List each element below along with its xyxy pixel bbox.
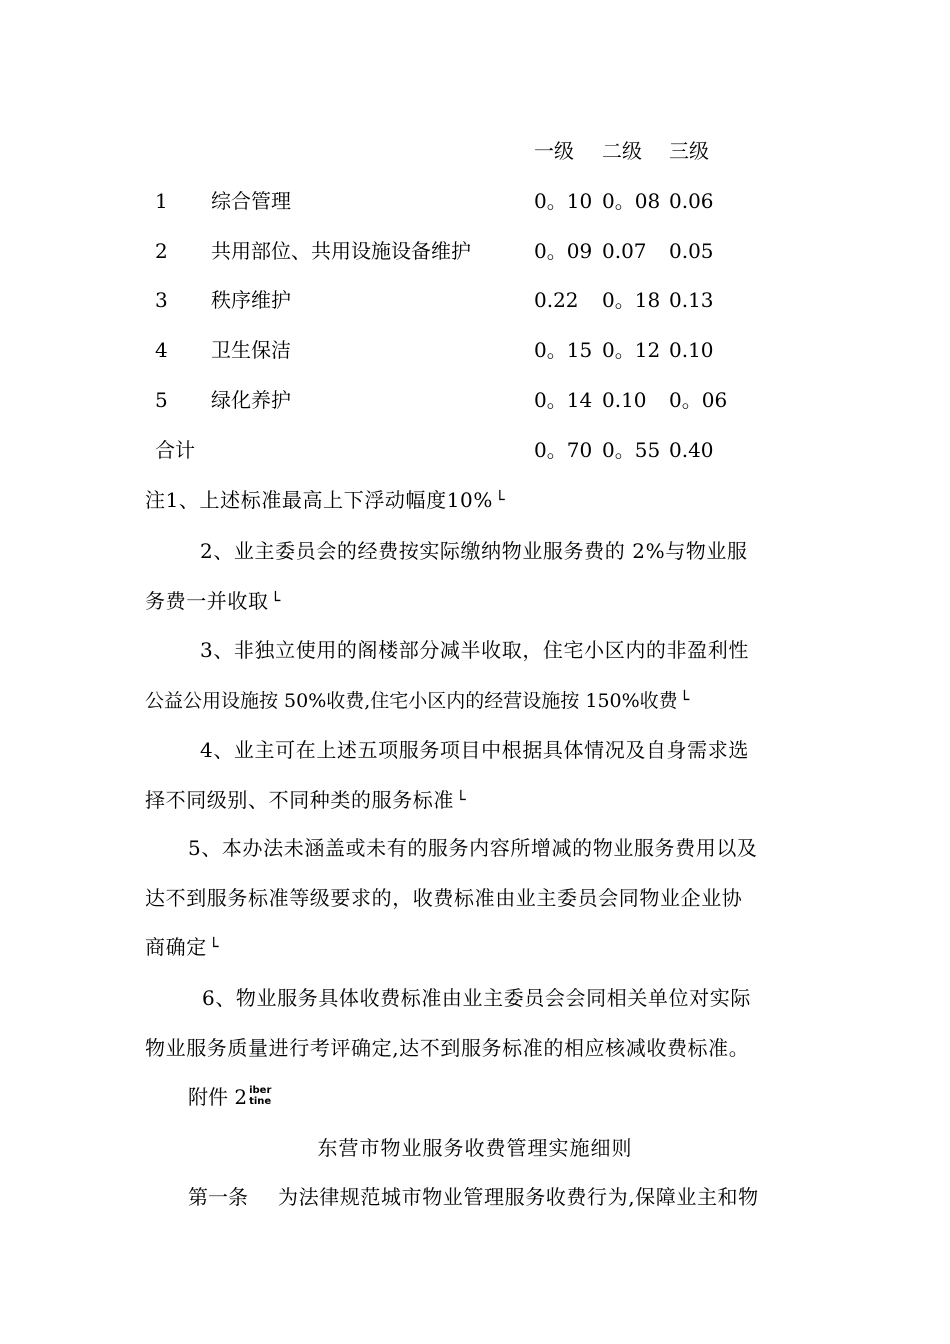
row-1-item: 综合管理 <box>211 189 291 213</box>
note-5-line-3 <box>145 935 219 959</box>
article-1-label: 第一条 <box>188 1185 248 1209</box>
attachment-label-text: 附件 2 <box>188 1085 248 1109</box>
note-4-line-1: 4、业主可在上述五项服务项目中根据具体情况及自身需求选 <box>200 738 749 762</box>
row-2-level-1: 0。09 <box>534 239 593 263</box>
row-1-level-2: 0。08 <box>602 189 661 213</box>
note-2-line-2 <box>145 589 281 613</box>
row-2-level-3: 0.05 <box>669 239 714 263</box>
note-3-line-2-text: 公益公用设施按 50%收费,住宅小区内的经营设施按 150%收费 <box>145 690 678 712</box>
note-3-line-2 <box>145 688 689 713</box>
note-4-line-2-text: 择不同级别、不同种类的服务标准 <box>145 788 454 812</box>
row-1-number: 1 <box>155 189 168 213</box>
row-4-level-1: 0。15 <box>534 338 593 362</box>
line-end-mark-icon: └ <box>679 690 690 709</box>
row-3-number: 3 <box>155 288 168 312</box>
total-level-2: 0。55 <box>602 438 661 462</box>
attachment-label <box>188 1085 271 1110</box>
note-5-line-3-text: 商确定 <box>145 935 207 959</box>
row-5-number: 5 <box>155 388 168 412</box>
total-level-1: 0。70 <box>534 438 593 462</box>
note-2-line-2-text: 务费一并收取 <box>145 589 269 613</box>
row-4-level-3: 0.10 <box>669 338 714 362</box>
header-level-2: 二级 <box>602 139 642 163</box>
note-5-line-2: 达不到服务标准等级要求的，收费标准由业主委员会同物业企业协 <box>145 886 743 910</box>
note-3-line-1: 3、非独立使用的阁楼部分减半收取，住宅小区内的非盈利性 <box>200 638 749 662</box>
note-4-line-2 <box>145 788 466 812</box>
total-level-3: 0.40 <box>669 438 714 462</box>
row-5-level-2: 0.10 <box>602 388 647 412</box>
row-4-item: 卫生保洁 <box>211 338 291 362</box>
row-4-number: 4 <box>155 338 168 362</box>
row-5-item: 绿化养护 <box>211 388 291 412</box>
stamp-line-2: tine <box>249 1096 272 1107</box>
line-end-mark-icon: └ <box>208 937 220 956</box>
note-2-line-1: 2、业主委员会的经费按实际缴纳物业服务费的 2%与物业服 <box>200 539 748 563</box>
document-title: 东营市物业服务收费管理实施细则 <box>317 1136 633 1160</box>
line-end-mark-icon: └ <box>494 490 506 509</box>
row-3-item: 秩序维护 <box>211 288 291 312</box>
line-end-mark-icon: └ <box>270 591 281 610</box>
row-2-number: 2 <box>155 239 168 263</box>
stamp-line-1: iber <box>249 1085 272 1096</box>
stamp-icon <box>247 1086 271 1110</box>
note-1 <box>145 488 505 512</box>
line-end-mark-icon: └ <box>456 790 467 809</box>
row-3-level-2: 0。18 <box>602 288 661 312</box>
row-1-level-1: 0。10 <box>534 189 593 213</box>
row-1-level-3: 0.06 <box>669 189 714 213</box>
note-5-line-1: 5、本办法未涵盖或未有的服务内容所增减的物业服务费用以及 <box>188 836 758 860</box>
row-2-item: 共用部位、共用设施设备维护 <box>211 239 471 263</box>
row-5-level-3: 0。06 <box>669 388 728 412</box>
total-label: 合计 <box>155 438 195 462</box>
article-1-text: 为法律规范城市物业管理服务收费行为,保障业主和物 <box>278 1185 759 1209</box>
header-level-1: 一级 <box>534 139 574 163</box>
row-3-level-3: 0.13 <box>669 288 714 312</box>
note-6-line-2: 物业服务质量进行考评确定,达不到服务标准的相应核减收费标准。 <box>145 1036 750 1060</box>
row-4-level-2: 0。12 <box>602 338 661 362</box>
note-1-text: 注1、上述标准最高上下浮动幅度10% <box>145 488 493 512</box>
row-3-level-1: 0.22 <box>534 288 579 312</box>
header-level-3: 三级 <box>669 139 709 163</box>
row-2-level-2: 0.07 <box>602 239 647 263</box>
row-5-level-1: 0。14 <box>534 388 593 412</box>
note-6-line-1: 6、物业服务具体收费标准由业主委员会会同相关单位对实际 <box>202 986 751 1010</box>
